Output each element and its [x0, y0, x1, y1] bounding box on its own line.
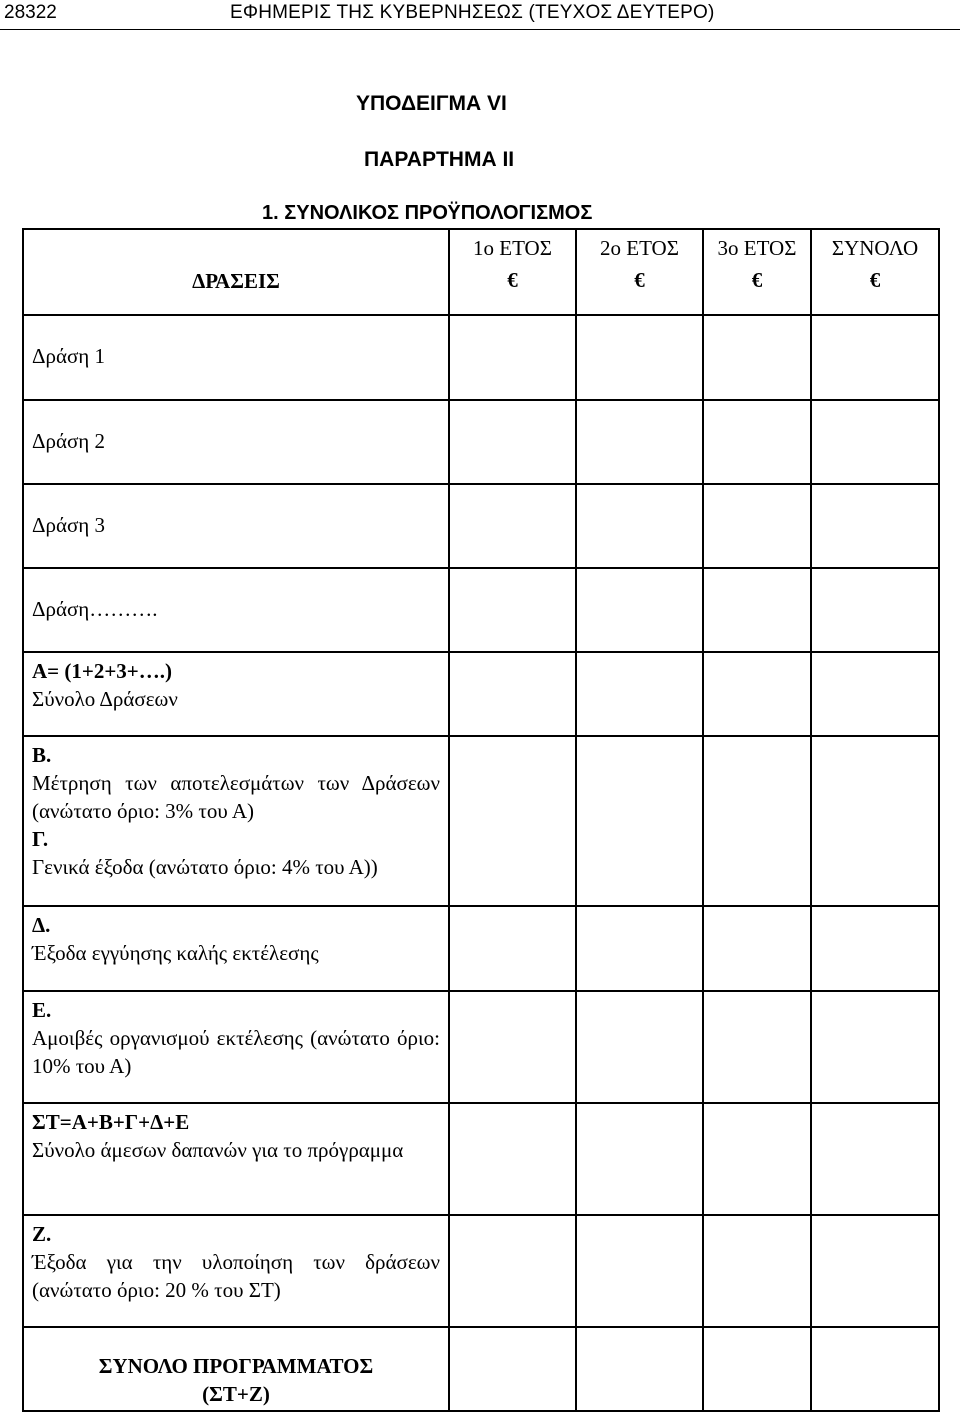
currency-symbol: € — [751, 268, 763, 292]
total-column-header: ΣΥΝΟΛΟ € — [811, 229, 939, 315]
gazette-title: ΕΦΗΜΕΡΙΣ ΤΗΣ ΚΥΒΕΡΝΗΣΕΩΣ (ΤΕΥΧΟΣ ΔΕΥΤΕΡΟ) — [230, 2, 715, 23]
cell — [703, 1103, 811, 1215]
cell — [576, 991, 703, 1103]
cell — [576, 1215, 703, 1327]
budget-table — [22, 228, 940, 1412]
row-label-action2: Δράση 2 — [23, 400, 449, 484]
cell — [449, 1103, 576, 1215]
table-row — [23, 1103, 939, 1215]
row-text-e: Αμοιβές οργανισμού εκτέλεσης (ανώτατο όριο: 10% του Α) — [32, 1026, 440, 1078]
cell — [703, 1215, 811, 1327]
currency-symbol: € — [869, 268, 881, 292]
cell — [449, 1327, 576, 1411]
row-text-z: Έξοδα για την υλοποίηση των δράσεων (ανώτατο όριο: 20 % του ΣΤ) — [32, 1250, 440, 1302]
table-row — [23, 315, 939, 400]
row-text-d: Έξοδα εγγύησης καλής εκτέλεσης — [32, 941, 319, 965]
cell — [449, 736, 576, 906]
cell — [703, 736, 811, 906]
cell — [811, 1103, 939, 1215]
cell — [576, 315, 703, 400]
table-row — [23, 1327, 939, 1411]
year3-column-header: 3ο ΕΤΟΣ € — [703, 229, 811, 315]
actions-column-header: ΔΡΑΣΕΙΣ — [23, 229, 449, 315]
cell — [811, 568, 939, 652]
cell — [576, 400, 703, 484]
row-formula-a: Α= (1+2+3+….) — [32, 659, 173, 683]
currency-symbol: € — [507, 268, 518, 292]
cell — [576, 1103, 703, 1215]
currency-symbol: € — [634, 268, 645, 292]
table-row — [23, 736, 939, 906]
cell — [449, 568, 576, 652]
row-text-b: Μέτρηση των αποτελεσμάτων των Δράσεων (ανώτατο όριο: 3% του Α) — [32, 771, 440, 823]
cell — [811, 736, 939, 906]
row-text-a: Σύνολο Δράσεων — [32, 687, 178, 711]
cell — [811, 315, 939, 400]
cell — [811, 1327, 939, 1411]
cell — [811, 906, 939, 991]
cell — [811, 652, 939, 736]
row-label-e — [23, 991, 449, 1103]
row-label-a — [23, 652, 449, 736]
row-label-action3: Δράση 3 — [23, 484, 449, 568]
row-code-d: Δ. — [32, 913, 51, 937]
template-heading: ΥΠΟΔΕΙΓΜΑ VI — [356, 92, 507, 115]
cell — [576, 906, 703, 991]
page-number: 28322 — [4, 2, 57, 23]
table-row — [23, 906, 939, 991]
cell — [811, 484, 939, 568]
cell — [703, 315, 811, 400]
annex-heading: ΠΑΡΑΡΤΗΜΑ ΙΙ — [364, 148, 515, 171]
row-code-e: Ε. — [32, 998, 52, 1022]
table-row — [23, 400, 939, 484]
page-header — [0, 0, 960, 30]
table-row — [23, 652, 939, 736]
cell — [703, 1327, 811, 1411]
budget-heading: 1. ΣΥΝΟΛΙΚΟΣ ΠΡΟΫΠΟΛΟΓΙΣΜΟΣ — [262, 202, 593, 224]
year2-column-header: 2ο ΕΤΟΣ € — [576, 229, 703, 315]
cell — [703, 400, 811, 484]
row-formula-st: ΣΤ=Α+Β+Γ+Δ+Ε — [32, 1110, 190, 1134]
year1-column-header: 1ο ΕΤΟΣ € — [449, 229, 576, 315]
row-text-g: Γενικά έξοδα (ανώτατο όριο: 4% του Α)) — [32, 855, 378, 879]
cell — [449, 652, 576, 736]
table-row — [23, 991, 939, 1103]
cell — [576, 484, 703, 568]
cell — [811, 400, 939, 484]
row-label-z — [23, 1215, 449, 1327]
row-label-st — [23, 1103, 449, 1215]
cell — [449, 991, 576, 1103]
row-label-action1: Δράση 1 — [23, 315, 449, 400]
cell — [449, 400, 576, 484]
row-label-d — [23, 906, 449, 991]
row-text-st: Σύνολο άμεσων δαπανών για το πρόγραμμα — [32, 1138, 404, 1162]
cell — [703, 652, 811, 736]
header-rule — [0, 29, 960, 30]
row-code-z: Ζ. — [32, 1222, 52, 1246]
row-label-b-g — [23, 736, 449, 906]
cell — [811, 1215, 939, 1327]
row-label-total — [23, 1327, 449, 1411]
table-header-row — [23, 229, 939, 315]
cell — [703, 484, 811, 568]
cell — [703, 568, 811, 652]
table-row — [23, 1215, 939, 1327]
row-code-b: Β. — [32, 743, 52, 767]
cell — [449, 484, 576, 568]
cell — [449, 906, 576, 991]
table-row — [23, 568, 939, 652]
cell — [576, 568, 703, 652]
cell — [811, 991, 939, 1103]
cell — [576, 652, 703, 736]
cell — [576, 1327, 703, 1411]
cell — [449, 1215, 576, 1327]
cell — [703, 906, 811, 991]
row-label-action-n: Δράση………. — [23, 568, 449, 652]
row-code-g: Γ. — [32, 827, 49, 851]
table-row — [23, 484, 939, 568]
cell — [576, 736, 703, 906]
row-formula-total: (ΣΤ+Ζ) — [202, 1382, 270, 1406]
row-text-total: ΣΥΝΟΛΟ ΠΡΟΓΡΑΜΜΑΤΟΣ — [98, 1354, 374, 1378]
cell — [449, 315, 576, 400]
cell — [703, 991, 811, 1103]
